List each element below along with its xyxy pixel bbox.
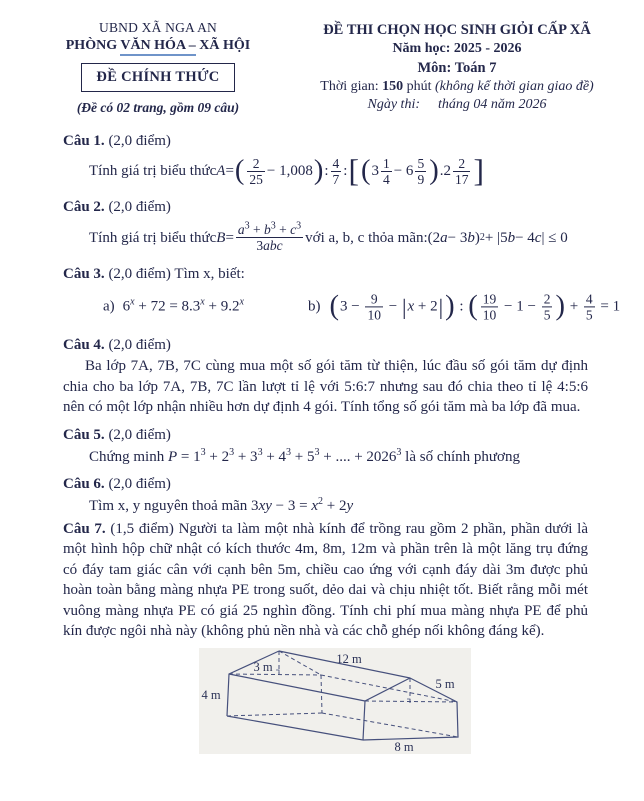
- greenhouse-diagram-svg: [185, 645, 475, 769]
- dim-label-roof-slope: 5 m: [435, 676, 455, 691]
- org-name: UBND XÃ NGA AN: [99, 20, 217, 35]
- header-left: [24, 20, 292, 116]
- greenhouse-diagram: [185, 645, 475, 769]
- question-3b-formula: (3 − $\frac{9}{10}$ − |x + 2|) : ( $\frac{19}{10}$ − 1 − $\frac{2}{5}$ ) + $\frac{4}{5}$ = 1: [329, 290, 621, 323]
- exam-title: ĐỀ THI CHỌN HỌC SINH GIỎI CẤP XÃ: [323, 22, 591, 38]
- question-5-heading: Câu 5. (2,0 điểm): [63, 426, 171, 443]
- exam-date-value: tháng 04 năm 2026: [438, 97, 547, 113]
- dim-label-ridge: 12 m: [336, 651, 362, 666]
- question-3-heading: Câu 3. (2,0 điểm) Tìm x, biết:: [63, 265, 245, 282]
- dept-name: PHÒNG VĂN HÓA – XÃ HỘI: [24, 38, 292, 54]
- question-4-text: Ba lớp 7A, 7B, 7C cùng mua một số gói tăm từ thiện, lúc đầu số gói tăm dự định chia cho ba lớp 7A, 7B, 7C lần lượt tỉ lệ với 5:6:7 nhưng sau đó chia theo tỉ lệ 4:5:6 nên có một lớp nhận nhiều hơn dự định 4 gói. Tính tổng số gói tăm mà ba lớp đã mua.: [63, 358, 588, 416]
- exam-body: [0, 116, 644, 769]
- duration-value: 150: [382, 78, 404, 94]
- subject: Môn: Toán 7: [417, 59, 497, 76]
- question-1-heading: Câu 1. (2,0 điểm): [63, 133, 171, 149]
- question-3b: b) (3 − $\frac{9}{10}$ − |x + 2|) : ( $\frac{19}{10}$ − 1 − $\frac{2}{5}$ ) + $\frac{4}{5}$ = 1: [308, 290, 621, 323]
- question-6-heading: Câu 6. (2,0 điểm): [63, 476, 171, 493]
- question-5-formula: Chứng minh $P = 1^3 + 2^3 + 3^3 + 4^3 + 5^3$ + .... + $2026^3$ là số chính phương: [89, 446, 520, 465]
- dept-name-underlined: VĂN HÓA –: [120, 38, 195, 56]
- official-exam-stamp: ĐỀ CHÍNH THỨC: [81, 63, 234, 92]
- question-2-heading: Câu 2. (2,0 điểm): [63, 199, 171, 216]
- exam-date-line: [292, 96, 622, 114]
- question-3-items: [63, 286, 621, 328]
- exam-date-label: Ngày thi:: [367, 97, 420, 113]
- duration-note: (không kể thời gian giao đề): [435, 78, 594, 94]
- question-3a-formula: $6^x + 72 = 8.3^x + 9.2^x$: [122, 296, 244, 315]
- dim-label-wall-height: 4 m: [201, 687, 221, 702]
- duration-line: Thời gian: 150 phút (không kể thời gian giao đề): [320, 78, 594, 94]
- question-3a: a) $6^x + 72 = 8.3^x + 9.2^x$: [103, 296, 244, 315]
- dim-label-roof-height: 3 m: [253, 659, 273, 674]
- header-right: [292, 20, 622, 116]
- question-1-formula: Tính giá trị biểu thức A = ( $\frac{2}{25}$ − 1,008 ) : $\frac{4}{7}$ : [ ( 3 $\frac{1}{4}$ − 6 $\frac{5}{9}$ ) . 2 $\frac{2}{17}$ ]: [89, 152, 484, 188]
- question-4-heading: Câu 4. (2,0 điểm): [63, 336, 171, 353]
- page-header: [0, 0, 644, 116]
- question-6-formula: Tìm x, y nguyên thoả mãn $3xy - 3 = x^2 + 2y$: [89, 496, 354, 515]
- question-7-text: Câu 7. (1,5 điểm) Người ta làm một nhà kính để trồng rau gồm 2 phần, phần dưới là một hình hộp chữ nhật có kích thước 4m, 8m, 12m và phần trên là một lăng trụ đứng có đáy tam giác cân với cạnh bên 5m, chiều cao ứng với cạnh đáy dài 3m được phủ hoàn toàn bằng màng nhựa PE trong suốt, dẻo dai và chịu nhiệt tốt. Biết rằng mỗi mét vuông màng nhựa PE có giá 25 nghìn đồng. Tính chi phí mua màng nhựa PE để phủ kín được ngôi nhà này (không phủ nền nhà và các chỗ ghép nối không đáng kể).: [63, 520, 588, 640]
- page-count-note: (Đề có 02 trang, gồm 09 câu): [76, 100, 240, 115]
- school-year: Năm học: 2025 - 2026: [392, 41, 522, 57]
- dim-label-base-width: 8 m: [394, 739, 414, 754]
- question-2-formula: Tính giá trị biểu thức B = $\frac{a^3 + b^3 + c^3}{\text{3abc}}$ với a, b, c thỏa mãn: (2 a − 3 b ) 2 + |5 b − 4 c | ≤ 0: [89, 220, 568, 253]
